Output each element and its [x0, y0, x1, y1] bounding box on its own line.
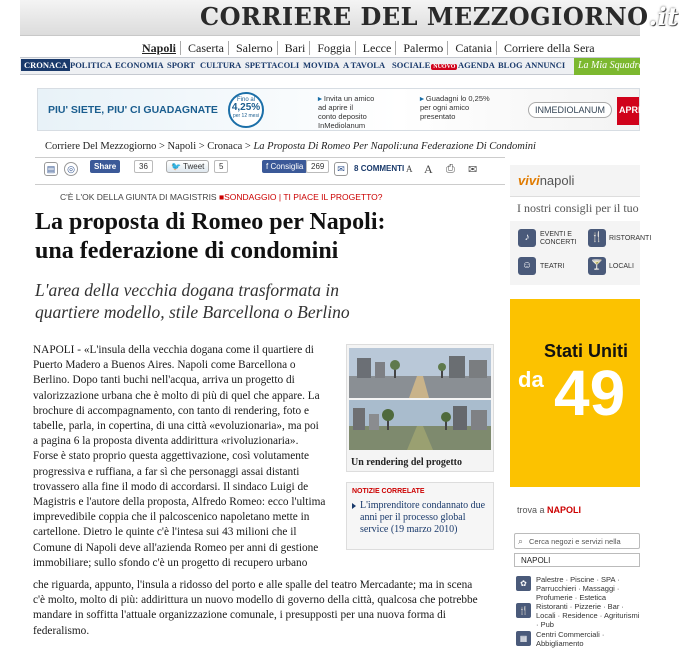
article-kicker — [60, 192, 383, 202]
category-wellness[interactable] — [516, 575, 640, 602]
category-shopping-label: Centri Commerciali · Abbigliamento — [536, 630, 605, 648]
apri-button[interactable]: APRI — [617, 97, 639, 125]
tweet-count: 5 — [214, 160, 228, 173]
trova-search-input[interactable] — [514, 533, 640, 549]
cocktail-icon: 🍸 — [588, 257, 606, 275]
subtitle-line-1: L'area della vecchia dogana trasformata in — [35, 280, 339, 300]
body-line: tabelle, parla, in copertina, di una città «evoluzionaria», ma poi — [33, 420, 319, 433]
body-line: che riguarda, appunto, l'insula a ridosso del porto e alle spalle del teatro Mercadante; ma in scena — [33, 579, 473, 591]
city-link-palermo[interactable]: Palermo — [399, 41, 448, 55]
category-food[interactable] — [516, 602, 640, 629]
article-body — [33, 343, 338, 571]
title-line-1: La proposta di Romeo per Napoli: — [35, 209, 386, 235]
font-increase-button[interactable]: A — [424, 162, 433, 176]
nav-blog[interactable]: BLOG — [498, 60, 523, 70]
new-badge: NUOVO — [433, 64, 456, 70]
food-icon: 🍴 — [516, 603, 531, 618]
nav-politica[interactable]: POLITICA — [70, 60, 113, 70]
article-body-continued — [33, 578, 503, 639]
body-line: mandare in soffitta l'attuale organizzazione comunale, i presupposti per una nuova forma di — [33, 609, 446, 622]
invite-line-1: Invita un amico — [323, 94, 375, 103]
masthead — [20, 0, 679, 36]
bank-logo: INMEDIOLANUM — [528, 102, 612, 118]
search-icon: ⌕ — [518, 536, 524, 546]
banner-col-earn: ▸ Guadagni lo 0,25% per ogni amico presentato — [420, 94, 490, 121]
nav-sociale[interactable] — [392, 60, 457, 70]
photo-gallery[interactable] — [346, 344, 494, 472]
city-link-salerno[interactable]: Salerno — [232, 41, 278, 55]
body-line: immobiliare; sullo sfondo c'è un progetto di recupero urbano — [33, 556, 308, 569]
consiglia-label: Consiglia — [270, 162, 304, 171]
tweet-label: Tweet — [183, 162, 205, 171]
vivinapoli-logo[interactable] — [518, 173, 574, 188]
consiglia-count: 269 — [306, 160, 329, 173]
breadcrumb: Corriere Del Mezzogiorno > Napoli > Cronaca > La Proposta Di Romeo Per Napoli:una Federazione Di Condomini — [45, 141, 536, 152]
invite-line-2: ad aprire il — [318, 103, 354, 112]
nav-annunci[interactable]: ANNUNCI — [525, 60, 566, 70]
body-line: valorizzazione urbana che è molto di più di quel che appare. La — [33, 389, 320, 402]
section-nav — [20, 57, 644, 75]
earn-line-2: per ogni amico — [420, 103, 470, 112]
badge-top: Fino al — [236, 97, 255, 103]
ad-from: da — [518, 367, 544, 392]
nav-spettacoli[interactable]: SPETTACOLI — [245, 60, 300, 70]
body-line: federalismo. — [33, 624, 90, 637]
vivinapoli-categories — [510, 221, 652, 285]
rate-badge — [228, 92, 264, 128]
body-line: a pagina 6 la proposta diventa addirittura «rivoluzionaria». — [33, 435, 299, 448]
rendering-photo-2[interactable] — [349, 400, 491, 450]
earn-line-1: Guadagni lo 0,25% — [425, 94, 490, 103]
poll-link-text: SONDAGGIO | TI PIACE IL PROGETTO? — [224, 192, 383, 202]
city-link-caserta[interactable]: Caserta — [184, 41, 229, 55]
body-line: cartellone. Dietro le quinte c'è l'intesa sui 43 milioni che il — [33, 526, 297, 539]
search-placeholder: Cerca negozi e servizi nella — [529, 537, 621, 546]
ad-price: 49 — [554, 357, 626, 429]
city-link-catania[interactable]: Catania — [451, 41, 497, 55]
body-line: Magistris e l'autore della proposta, Alfredo Romeo: ecco l'ultima — [33, 496, 326, 509]
logo-suffix: .it — [648, 2, 679, 31]
mediolanum-banner[interactable] — [37, 88, 640, 131]
nav-sport[interactable]: SPORT — [167, 60, 196, 70]
vivinapoli-header — [510, 165, 640, 197]
vivi-locali-link[interactable]: LOCALI — [609, 263, 634, 270]
related-label: NOTIZIE CORRELATE — [352, 488, 425, 495]
trova-label: trova a — [517, 505, 545, 515]
body-line: brochure di accompagnamento, con tanto di rendering, foto e — [33, 404, 310, 417]
invite-line-4: InMediolanum — [318, 121, 366, 130]
breadcrumb-current: La Proposta Di Romeo Per Napoli:una Federazione Di Condomini — [253, 141, 536, 152]
body-line: c'è molto, molto di più: addirittura un nuovo modello di governo della città, qualcosa che potrebbe — [33, 594, 478, 607]
related-news — [346, 482, 494, 550]
vivinapoli-tagline: I nostri consigli per il tuo — [517, 201, 639, 215]
body-line: Comune di Napoli deve all'azienda Romeo per anni di gestione — [33, 541, 319, 554]
body-line: Berlino. Dopo tanti buchi nell'acqua, arriva un progetto di — [33, 374, 295, 387]
divider — [35, 157, 505, 158]
nav-cultura[interactable]: CULTURA — [200, 60, 242, 70]
rendering-photo-1[interactable] — [349, 348, 491, 398]
city-link-napoli[interactable]: Napoli — [138, 41, 181, 55]
poll-link[interactable]: ■SONDAGGIO | TI PIACE IL PROGETTO? — [218, 192, 383, 202]
vivi-brand: vivi — [518, 173, 540, 188]
banner-headline: PIU' SIETE, PIU' CI GUADAGNATE — [48, 104, 218, 116]
print-icon[interactable]: ▤ — [44, 162, 58, 176]
city-link-foggia[interactable]: Foggia — [313, 41, 355, 55]
article-subtitle — [35, 279, 505, 323]
trova-widget — [510, 505, 640, 648]
breadcrumb-cronaca[interactable]: Cronaca — [207, 141, 243, 152]
trova-header — [510, 505, 640, 515]
photo-caption: Un rendering del progetto — [351, 457, 463, 468]
badge-rate: 4,25% — [231, 102, 261, 113]
theatre-icon: ☺ — [518, 257, 536, 275]
breadcrumb-home[interactable]: Corriere Del Mezzogiorno — [45, 141, 157, 152]
divider — [35, 184, 505, 185]
share-count: 36 — [134, 160, 153, 173]
shopping-icon: ▦ — [516, 631, 531, 646]
concert-icon: ♪ — [518, 229, 536, 247]
body-line: NAPOLI - «L'insula della vecchia dogana come il quartiere di — [33, 344, 314, 356]
nav-movida[interactable]: MOVIDA — [303, 60, 340, 70]
city-link-bari[interactable]: Bari — [281, 41, 311, 55]
vivi-ristoranti-link[interactable]: RISTORANTI — [609, 235, 652, 242]
wellness-icon: ✿ — [516, 576, 531, 591]
nav-cronaca[interactable]: CRONACA — [21, 59, 70, 71]
comments-count: 8 — [354, 164, 359, 173]
tweet-button[interactable]: 🐦 Tweet — [166, 160, 209, 173]
article-title — [35, 208, 505, 266]
related-link[interactable]: L'imprenditore condannato due anni per il processo global service (19 marzo 2010) — [352, 500, 488, 536]
city-nav — [138, 41, 599, 56]
nav-sociale-label: SOCIALE — [392, 60, 431, 70]
nav-economia[interactable]: ECONOMIA — [115, 60, 164, 70]
comments-link[interactable] — [354, 164, 404, 173]
kicker-text: C'È L'OK DELLA GIUNTA DI MAGISTRIS — [60, 192, 217, 202]
subtitle-line-2: quartiere modello, stile Barcellona o Berlino — [35, 302, 350, 322]
invite-line-3: conto deposito — [318, 112, 367, 121]
category-food-label: Ristoranti · Pizzerie · Bar · Locali · Residence · Agriturismi · Pub — [536, 602, 640, 629]
body-line: imprevedibile coppia che il palcoscenico napoletano mette in — [33, 511, 310, 524]
print-button[interactable]: ⎙ — [446, 163, 455, 175]
bookmark-icon[interactable]: ◎ — [64, 162, 78, 176]
la-mia-squadra-link[interactable]: La Mia Squadra — [574, 58, 640, 75]
title-line-2: una federazione di condomini — [35, 238, 339, 264]
body-line: progressiva e ruffiana, a far sì che personaggi assai distanti — [33, 465, 300, 478]
site-logo[interactable] — [200, 2, 679, 31]
category-wellness-label: Palestre · Piscine · SPA · Parrucchieri · Massaggi · Profumerie · Estetica — [536, 575, 620, 602]
consiglia-button[interactable]: f Consiglia — [262, 160, 307, 173]
banner-col-invite: ▸ Invita un amico ad aprire il conto deposito InMediolanum — [318, 94, 375, 130]
body-line: Forse è stato proprio questa aggettivazione, così volutamente — [33, 450, 310, 463]
comments-label: COMMENTI — [360, 164, 405, 173]
category-shopping[interactable] — [516, 630, 640, 648]
restaurant-icon: 🍴 — [588, 229, 606, 247]
vivi-city: napoli — [539, 173, 575, 188]
font-decrease-button[interactable]: A — [406, 164, 413, 174]
logo-text: CORRIERE DEL MEZZOGIORNO — [200, 2, 649, 31]
city-link-corriere[interactable]: Corriere della Sera — [503, 41, 595, 55]
badge-bottom: per 12 mesi — [232, 113, 260, 119]
travel-ad[interactable] — [510, 299, 640, 487]
vivi-teatri-link[interactable]: TEATRI — [540, 263, 565, 270]
trova-city: NAPOLI — [547, 505, 582, 515]
breadcrumb-napoli[interactable]: Napoli — [167, 141, 197, 152]
earn-line-3: presentato — [420, 112, 456, 121]
nav-a-tavola[interactable]: A TAVOLA — [343, 60, 386, 70]
ad-destination: Stati Uniti — [544, 341, 628, 361]
comments-icon[interactable]: ✉ — [334, 162, 348, 176]
facebook-share-button[interactable]: Share — [90, 160, 120, 173]
city-select[interactable]: NAPOLI — [514, 553, 640, 567]
body-line: trovassero alla fine il modo di accordarsi. Il sindaco Luigi de — [33, 480, 309, 493]
body-line: Puerto Madero a Buenos Aires. Napoli come Barcellona o — [33, 359, 296, 372]
email-button[interactable]: ✉ — [468, 164, 478, 176]
city-link-lecce[interactable]: Lecce — [359, 41, 397, 55]
vivi-eventi-link[interactable]: EVENTI E CONCERTI — [540, 231, 577, 246]
nav-agenda[interactable]: AGENDA — [458, 60, 495, 70]
